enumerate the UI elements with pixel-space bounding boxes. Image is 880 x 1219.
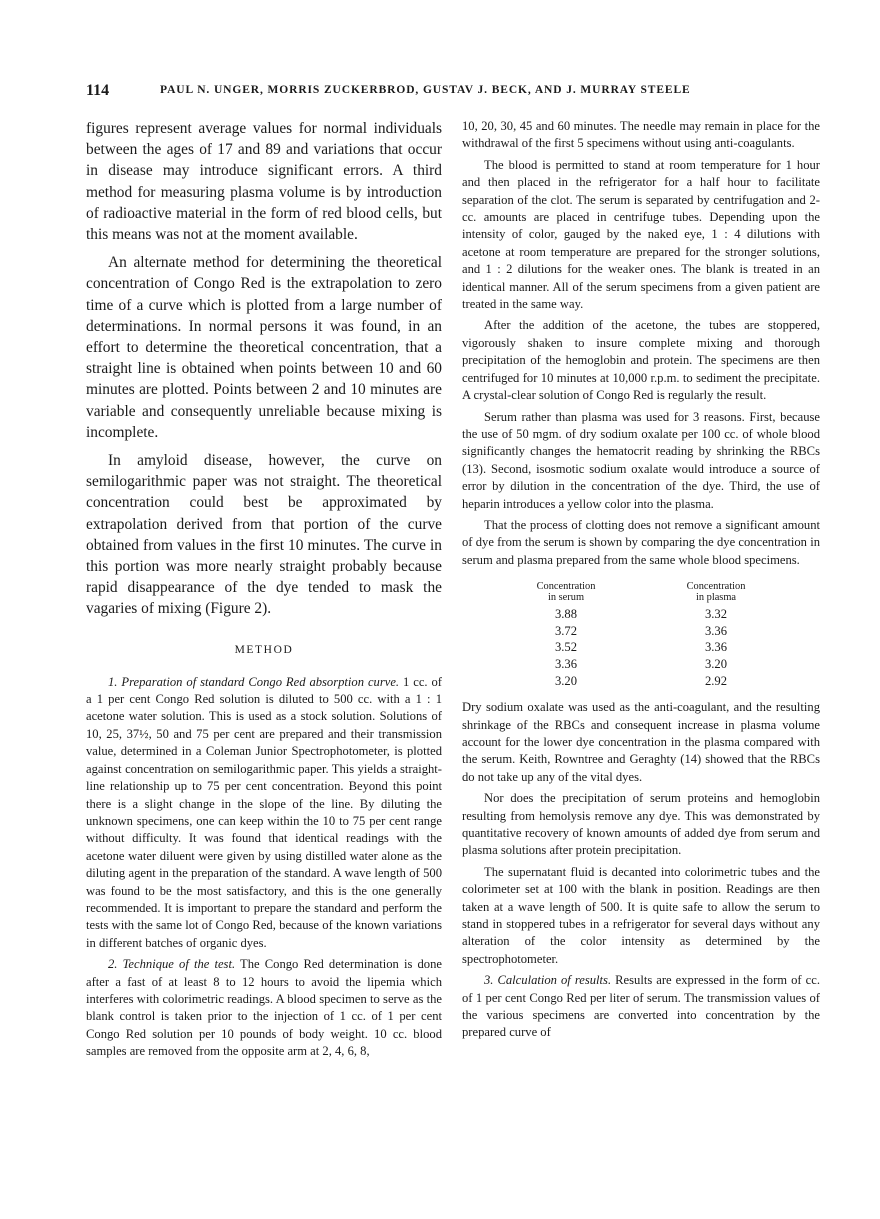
paragraph: figures represent average values for normal individuals between the ages of 17 and 89 and variations that occur in disease may introduce significant errors. A third method for measuring plasma volume is by introduction of radioactive material in the form of red blood cells, but this means was not at the moment available. [86,120,442,244]
column-header-serum [491,581,641,606]
paragraph: Serum rather than plasma was used for 3 reasons. First, because the use of 50 mgm. of dry sodium oxalate per 100 cc. of whole blood significantly changes the hematocrit reading by shrinking the RBCs (13). Second, isosmotic sodium oxalate would introduce a source of error by dilution in the concentration of the dye. Third, the use of heparin introduces a yellow color into the plasma. [462,409,820,511]
paragraph: The blood is permitted to stand at room temperature for 1 hour and then placed in the refrigerator for a half hour to facilitate separation of the clot. The serum is separated by centrifugation and 2-cc. amounts are placed in centrifuge tubes. Depending upon the intensity of color, gauged by the naked eye, 1 : 4 dilutions with acetone at room temperature are prepared for the stronger solutions, and 1 : 2 dilutions for the weaker ones. The blank is treated in an identical manner. All of the serum specimens from a given patient are treated in the same way. [462,157,820,312]
running-head: PAUL N. UNGER, MORRIS ZUCKERBROD, GUSTAV J. BECK, AND J. MURRAY STEELE [160,84,691,96]
plasma-cell: 3.32 [704,607,728,622]
serum-cell: 3.88 [554,607,578,622]
serum-cell: 3.72 [554,623,578,638]
table-row [491,639,791,656]
paragraph: An alternate method for determining the theoretical concentration of Congo Red is the extrapolation to zero time of a curve which is plotted from a large number of determinations. In normal persons it was found, in an effort to determine the theoretical concentration, that a straight line is obtained when points between 10 and 60 minutes are plotted. Points between 2 and 10 minutes are variable and consequently unreliable because mixing is incomplete. [86,254,442,441]
page-number: 114 [86,82,110,99]
paragraph: The supernatant fluid is decanted into colorimetric tubes and the colorimeter set at 100 with the blank in position. Readings are then taken at a wave length of 500. It is quite safe to allow the serum to stand in stoppered tubes in a refrigerator for several days without any alteration of the color intensity as determined by the spectrophotometer. [462,864,820,966]
serum-cell: 3.20 [554,673,578,688]
subsection-title: 1. Preparation of standard Congo Red absorption curve. [108,674,400,689]
table-row [491,673,791,690]
left-column [86,118,442,1061]
serum-cell: 3.52 [554,640,578,655]
column-header-plasma [641,581,791,606]
paragraph [86,956,442,1060]
paragraph: That the process of clotting does not remove a significant amount of dye from the serum is shown by comparing the dye concentration in serum and plasma prepared from the same whole blood specimens. [462,517,820,567]
paragraph: In amyloid disease, however, the curve on semilogarithmic paper was not straight. The theoretical concentration could best be approximated by extrapolation derived from that portion of the curve obtained from values in the first 10 minutes. The curve in this portion was more nearly straight probably because rapid disappearance of the dye tended to mask the vagaries of mixing (Figure 2). [86,452,442,618]
paragraph: Dry sodium oxalate was used as the anti-coagulant, and the resulting shrinkage of the RBCs and consequent increase in plasma volume account for the lower dye concentration in the plasma compared with the serum. Keith, Rowntree and Geraghty (14) showed that the RBCs do not take up any of the vital dyes. [462,700,820,784]
header-line: in serum [547,592,585,604]
section-heading-method: METHOD [234,643,294,656]
header-line: in plasma [695,592,737,604]
table-header-row [491,581,791,606]
subsection-body: The Congo Red determination is done after a fast of at least 8 to 12 hours to avoid the lipemia which interferes with colorimetric readings. A blood specimen to serve as the blank control is taken prior to the injection of 1 cc. of 1 per cent Congo Red solution per 10 pounds of body weight. 10 cc. blood samples are removed from the opposite arm at 2, 4, 6, 8, [86,957,442,1059]
subsection-title: 3. Calculation of results. [484,973,612,988]
table-row [491,623,791,640]
paragraph: After the addition of the acetone, the tubes are stoppered, vigorously shaken to insure complete mixing and thorough precipitation of the hemoglobin and protein. The specimens are then centrifuged for 10 minutes at 10,000 r.p.m. to sediment the precipitate. A crystal-clear solution of Congo Red is regularly the result. [462,318,820,403]
plasma-cell: 3.20 [704,656,728,671]
paragraph: Nor does the precipitation of serum proteins and hemoglobin resulting from hemolysis remove any dye. This was demonstrated by quantitative recovery of known amounts of added dye from serum and plasma solutions after protein precipitation. [462,791,820,858]
plasma-cell: 3.36 [704,623,728,638]
header-line: Concentration [686,581,746,593]
table-row [491,606,791,623]
plasma-cell: 2.92 [704,673,728,688]
subsection-body: 1 cc. of a 1 per cent Congo Red solution is diluted to 500 cc. with a 1 : 1 acetone water solution. This is used as a stock solution. Solutions of 10, 25, 37½, 50 and 75 per cent are prepared and their transmission value, determined in a Coleman Junior Spectrophotometer, is plotted against concentration on semilogarithmic paper. This yields a straight-line relationship up to 75 per cent concentration. Beyond this point there is a slight change in the slope of the line. By diluting the unknown specimens, one can keep within the 10 to 75 per cent range without difficulty. It was found that identical readings with the acetone water diluent were given by using distilled water alone as the diluting agent in the preparation of the standard. A wave length of 500 was found to be the most satisfactory, and this is the one generally recommended. It is important to prepare the standard and perform the tests with the same lot of Congo Red, because of the known variations in different batches of organic dyes. [86,674,443,950]
plasma-cell: 3.36 [704,640,728,655]
concentration-table [491,581,791,689]
paragraph: 10, 20, 30, 45 and 60 minutes. The needle may remain in place for the withdrawal of the first 5 specimens without using anti-coagulants. [462,119,820,151]
right-column [462,118,820,1042]
subsection-title: 2. Technique of the test. [108,957,236,972]
header-line: Concentration [536,581,596,593]
subsection-body: Results are expressed in the form of cc. of 1 per cent Congo Red per liter of serum. The transmission values of the various specimens are converted into concentration by the prepared curve of [462,973,820,1040]
serum-cell: 3.36 [554,656,578,671]
paragraph [462,972,820,1042]
table-row [491,656,791,673]
page-header [86,82,746,102]
paragraph [86,674,442,953]
